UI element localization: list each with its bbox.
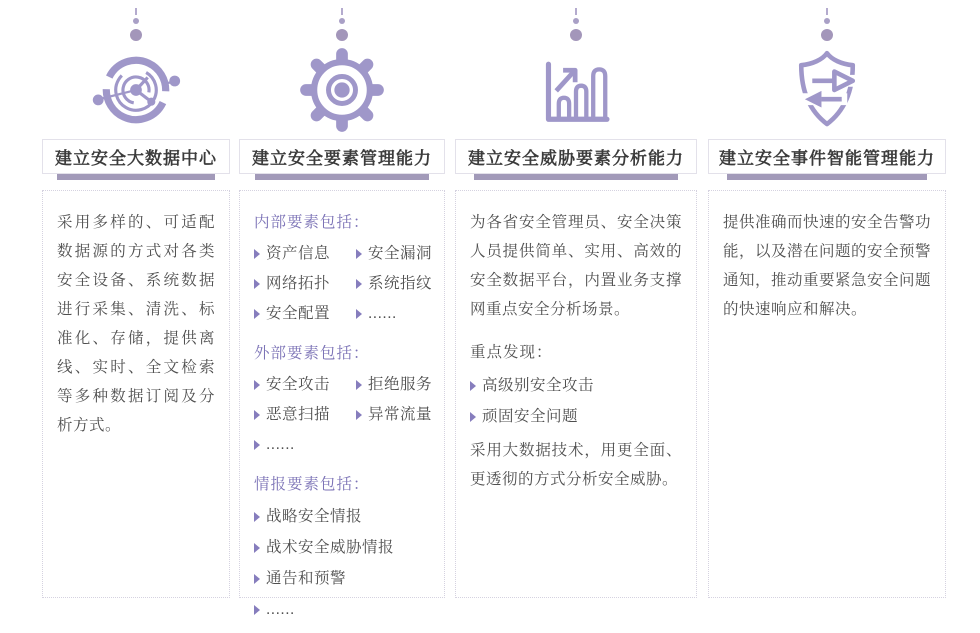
shield-sync-icon [708,44,946,136]
list-item: 异常流量 [356,400,432,430]
connector-dot-large [570,29,582,41]
column-title-box [42,139,230,174]
column-title: 建立安全大数据中心 [55,149,217,168]
list-item: 安全漏洞 [356,239,432,269]
list-item: ...... [356,299,432,329]
column-paragraph: 为各省安全管理员、安全决策人员提供简单、实用、高效的安全数据平台，内置业务支撑网重点安全分析场景。 [470,214,682,318]
connector-line [575,8,577,15]
bullet-grid [254,370,433,460]
column-body-text: 提供准确而快速的安全告警功能，以及潜在问题的安全预警通知，推动重要紧急安全问题的快速响应和解决。 [723,214,932,318]
triangle-bullet-icon [470,381,476,391]
list-item: 系统指纹 [356,269,432,299]
triangle-bullet-icon [356,279,362,289]
column-incident-management [708,0,946,633]
title-underline-bar [474,174,677,180]
column-paragraph: 采用大数据技术，用更全面、更透彻的方式分析安全威胁。 [470,442,682,488]
list-item: 安全攻击 [254,370,356,400]
list-item: 顽固安全问题 [470,401,682,432]
list-item: 网络拓扑 [254,269,356,299]
column-threat-analysis [455,0,697,633]
column-content-box [708,190,946,598]
connector-dot-large [130,29,142,41]
triangle-bullet-icon [254,309,260,319]
list-item: 战术安全威胁情报 [254,532,430,563]
connector-dot-large [821,29,833,41]
triangle-bullet-icon [356,380,362,390]
list-item: 资产信息 [254,239,356,269]
list-item: ...... [254,594,430,625]
bullet-list [470,370,682,432]
list-item: ...... [254,430,356,460]
title-underline-bar [255,174,428,180]
triangle-bullet-icon [470,412,476,422]
list-item: 通告和预警 [254,563,430,594]
column-title: 建立安全要素管理能力 [252,149,432,168]
column-content-box [455,190,697,598]
section-header-external: 外部要素包括： [254,345,370,362]
triangle-bullet-icon [254,440,260,450]
triangle-bullet-icon [254,605,260,615]
bullet-grid [254,239,433,329]
column-title-box [239,139,445,174]
title-underline-bar [727,174,927,180]
bar-chart-growth-icon [455,44,697,136]
bullet-list [254,501,430,625]
connector-dots [455,8,697,41]
triangle-bullet-icon [254,512,260,522]
column-big-data-center [42,0,230,633]
connector-dot-small [133,18,139,24]
column-content-box [239,190,445,618]
triangle-bullet-icon [254,543,260,553]
connector-line [826,8,828,15]
triangle-bullet-icon [254,249,260,259]
column-element-management [239,0,445,633]
triangle-bullet-icon [254,410,260,420]
key-findings-label: 重点发现： [470,344,553,361]
section-header-internal: 内部要素包括： [254,214,370,231]
list-item: 拒绝服务 [356,370,432,400]
column-body-text: 采用多样的、可适配数据源的方式对各类安全设备、系统数据进行采集、清洗、标准化、存储，提供离线、实时、全文检索等多种数据订阅及分析方式。 [57,214,215,434]
triangle-bullet-icon [254,380,260,390]
triangle-bullet-icon [254,279,260,289]
connector-dots [42,8,230,41]
column-content-box [42,190,230,598]
connector-dot-small [573,18,579,24]
triangle-bullet-icon [254,574,260,584]
title-underline-bar [57,174,215,180]
section-header-intelligence: 情报要素包括： [254,476,370,493]
column-title: 建立安全威胁要素分析能力 [468,149,684,168]
connector-dot-small [339,18,345,24]
list-item: 恶意扫描 [254,400,356,430]
connector-dots [239,8,445,41]
gear-icon [239,44,445,136]
connector-dot-small [824,18,830,24]
triangle-bullet-icon [356,410,362,420]
column-title: 建立安全事件智能管理能力 [719,149,935,168]
connector-line [341,8,343,15]
connector-dots [708,8,946,41]
list-item: 战略安全情报 [254,501,430,532]
list-item: 安全配置 [254,299,356,329]
column-title-box [455,139,697,174]
gauge-data-icon [42,44,230,136]
triangle-bullet-icon [356,249,362,259]
list-item: 高级别安全攻击 [470,370,682,401]
column-title-box [708,139,946,174]
connector-line [135,8,137,15]
triangle-bullet-icon [356,309,362,319]
connector-dot-large [336,29,348,41]
